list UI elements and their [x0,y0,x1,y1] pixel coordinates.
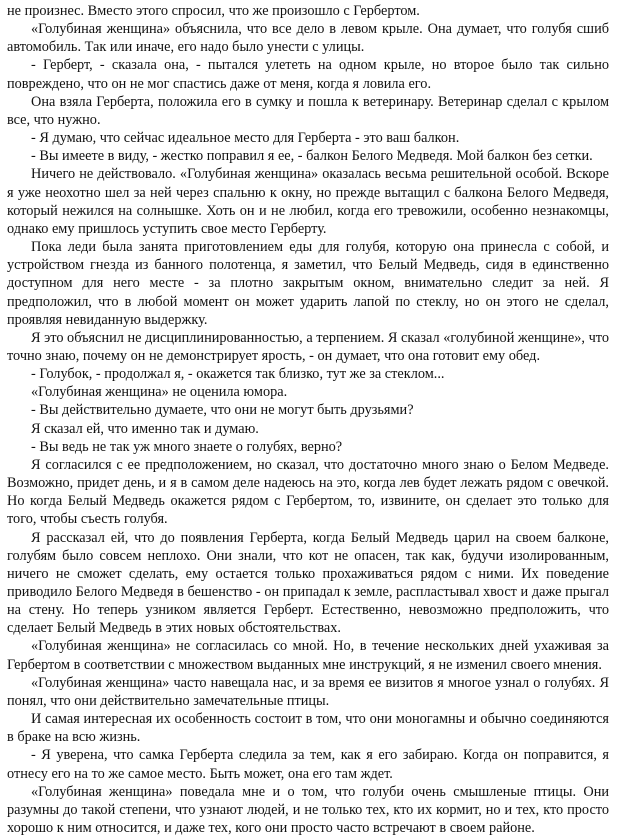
paragraph: «Голубиная женщина» объяснила, что все дело в левом крыле. Она думает, что голубя сшиб автомобиль. Так или иначе, его надо было унести с улицы. [7,21,609,56]
paragraph: Ничего не действовало. «Голубиная женщина» оказалась весьма решительной особой. Вскоре я уже неохотно шел за ней через спальню к окну, но прежде вытащил с балкона Белого Медведя, который нежился на солнышке. Хоть он и не любил, когда его тревожили, особенно незнакомцы, однако ему пришлось уступить свое место Герберту. [7,166,609,237]
paragraph: И самая интересная их особенность состоит в том, что они моногамны и обычно соединяются в браке на всю жизнь. [7,711,609,746]
paragraph: Я это объяснил не дисциплинированностью, а терпением. Я сказал «голубиной женщине», что точно знаю, почему он не демонстрирует ярость, - он думает, что она готовит ему обед. [7,329,609,364]
paragraph: Я сказал ей, что именно так и думаю. [31,420,259,437]
paragraph: - Я уверена, что самка Герберта следила за тем, как я его забираю. Когда он поправится, я отнесу его на то же самое место. Быть может, она его там ждет. [7,747,609,782]
paragraph: - Вы ведь не так уж много знаете о голубях, верно? [31,438,343,455]
paragraph: не произнес. Вместо этого спросил, что же произошло с Гербертом. [7,3,420,19]
paragraph: Я рассказал ей, что до появления Герберта, когда Белый Медведь царил на своем балконе, голубям было совсем неплохо. Они знали, что кот не опасен, так как, будучи изолированным, ничего не сможет сделать, ему остается только прохаживаться рядом с ними. Их поведение приводило Белого Медведя в бешенство - он припадал к земле, распластывал хвост и даже прыгал на стену. Но теперь узником является Герберт. Естественно, невозможно предположить, что сделает Белый Медведь в этих новых обстоятельствах. [7,529,609,637]
paragraph: - Герберт, - сказала она, - пытался улететь на одном крыле, но второе было так сильно повреждено, что он не мог спастись даже от меня, когда я ловила его. [7,57,609,92]
paragraph: «Голубиная женщина» не согласилась со мной. Но, в течение нескольких дней ухаживая за Гербертом в соответствии с множеством выданных мне инструкций, я не изменил своего мнения. [7,638,609,673]
paragraph: «Голубиная женщина» поведала мне и о том, что голуби очень смышленые птицы. Они разумны до такой степени, что узнают людей, и не только тех, кто их кормит, но и тех, кто просто хорошо к ним относится, и даже тех, кого они просто часто встречают в своем районе. [7,783,609,837]
paragraph: «Голубиная женщина» часто навещала нас, и за время ее визитов я многое узнал о голубях. Я понял, что они действительно замечательные птицы. [7,674,609,709]
paragraph: Она взяла Герберта, положила его в сумку и пошла к ветеринару. Ветеринар сделал с крылом все, что нужно. [7,93,609,128]
paragraph: «Голубиная женщина» не оценила юмора. [31,384,288,401]
paragraph: - Голубок, - продолжал я, - окажется так близко, тут же за стеклом... [31,366,445,383]
paragraph: - Я думаю, что сейчас идеальное место для Герберта - это ваш балкон. [31,130,460,147]
paragraph: - Вы имеете в виду, - жестко поправил я ее, - балкон Белого Медведя. Мой балкон без сетки. [31,148,593,165]
paragraph: Я согласился с ее предположением, но сказал, что достаточно много знаю о Белом Медведе. Возможно, придет день, и я в самом деле надеюсь на это, когда лев будет лежать рядом с овечкой. Но когда Белый Медведь окажется рядом с Гербертом, то, извините, он сделает это только для того, чтобы съесть голубя. [7,456,609,528]
paragraph: Пока леди была занята приготовлением еды для голубя, которую она принесла с собой, и устройством гнезда из банного полотенца, я заметил, что Белый Медведь, сидя в единственно доступном для него месте - за плотно закрытым окном, внимательно следит за ней. Я предположил, что в любой момент он может ударить лапой по стеклу, но он этого не сделал, проявляя невиданную выдержку. [7,239,609,328]
paragraph: - Вы действительно думаете, что они не могут быть друзьями? [31,402,414,419]
